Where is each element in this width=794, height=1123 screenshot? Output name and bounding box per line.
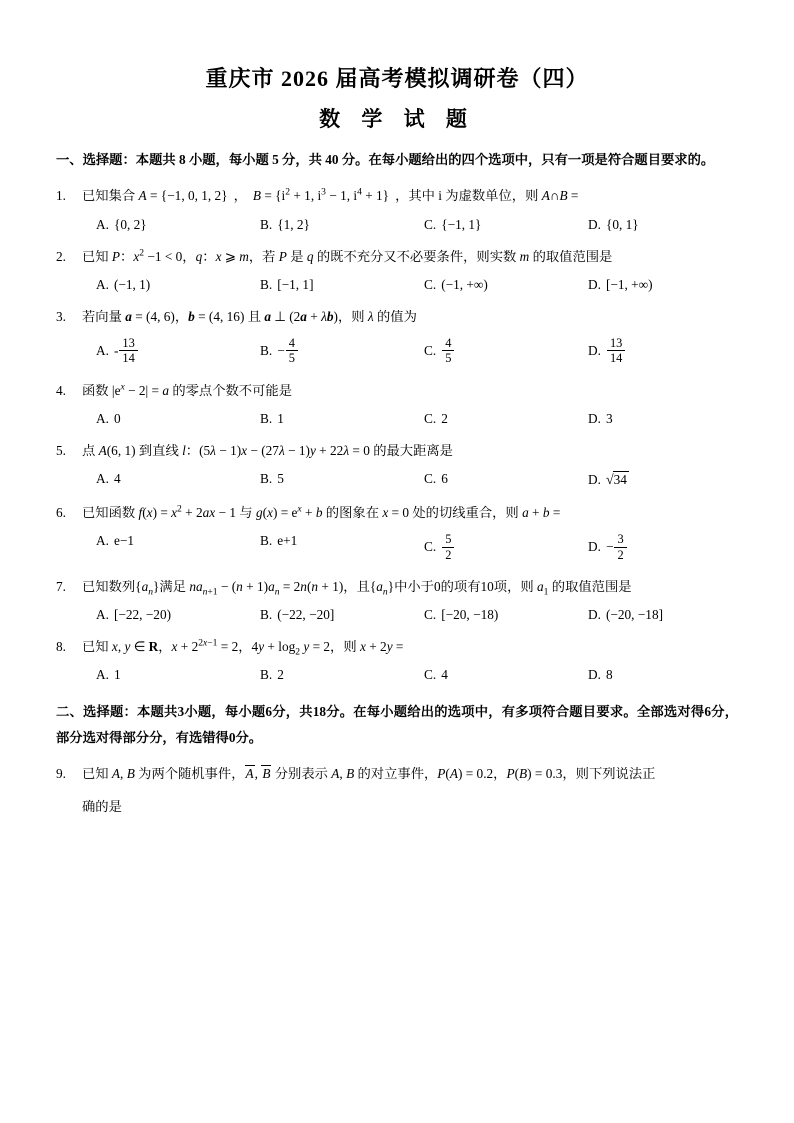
question-4-options	[82, 411, 738, 427]
question-stem: 已知集合 A = {−1, 0, 1, 2} ， $B = \{i^2 + 1$, $i^3 - 1$, $i^4 + 1$} ，其中 i 为虚数单位，则 A∩B =	[82, 186, 579, 204]
option-a[interactable]: A. [−22, −20)	[96, 607, 172, 623]
option-d[interactable]: D. [−1, +∞)	[588, 276, 653, 292]
question-number: 8.	[56, 639, 66, 655]
question-4	[56, 379, 738, 402]
question-number: 4.	[56, 382, 66, 398]
question-6-options	[82, 533, 738, 563]
option-c[interactable]: C. $\frac{5}{2}$	[410, 533, 574, 563]
option-c[interactable]: C. $\frac{4}{5}$	[410, 337, 574, 367]
option-b[interactable]: B. [−1, 1]	[260, 276, 314, 292]
question-number: 7.	[56, 578, 66, 594]
question-number: 6.	[56, 505, 66, 521]
option-d[interactable]: D. 8	[588, 667, 613, 683]
question-6	[56, 501, 738, 524]
option-c[interactable]: C. 4	[424, 667, 448, 683]
option-a[interactable]: A. 0	[96, 410, 121, 426]
option-d[interactable]: D. (−20, −18]	[588, 607, 664, 623]
question-stem: 已知 P：$x^2 -1 < 0$，q：x ⩾ m，若 P 是 q 的既不充分又不必要条件，则实数 m 的取值范围是	[82, 247, 613, 264]
question-7-options	[82, 607, 738, 623]
question-number: 2.	[56, 248, 66, 264]
option-b[interactable]: B. 1	[260, 410, 284, 426]
section-heading-2: 二、选择题：本题共3小题，每小题6分，共18分。在每小题给出的选项中，有多项符合题目要求。全部选对得6分，部分选对得部分分，有选错得0分。	[56, 704, 738, 745]
question-8	[56, 635, 738, 658]
option-a[interactable]: A. (−1, 1)	[96, 276, 151, 292]
option-d[interactable]: D. 3	[588, 410, 613, 426]
question-3-options	[82, 337, 738, 367]
option-b[interactable]: B. − $\frac{4}{5}$	[246, 337, 410, 367]
question-stem: 已知数列$\{a_n\}$满足 $na_{n+1} - (n + 1)a_n = 2n(n + 1)$，且$\{a_n\}$中小于0的项有10项，则 $a_1$ 的取值范围是	[82, 578, 632, 598]
question-3	[56, 305, 738, 328]
option-d[interactable]: D. {0, 1}	[588, 216, 639, 232]
option-b[interactable]: B. e+1	[260, 533, 298, 549]
question-7	[56, 575, 738, 598]
option-c[interactable]: C. 2	[424, 410, 448, 426]
option-c[interactable]: C. {−1, 1}	[424, 216, 482, 232]
option-a[interactable]: A. 1	[96, 667, 121, 683]
question-stem: 若向量 a = (4, 6)，b = (4, 16) 且 a ⊥ (2a + λb)，则 λ 的值为	[82, 308, 417, 324]
option-d[interactable]: D. $\frac{13}{14}$	[574, 337, 738, 367]
question-9-stem-line2: 确的是	[82, 799, 122, 815]
option-d[interactable]: D. − $\frac{3}{2}$	[574, 533, 738, 563]
option-d[interactable]: D. √34	[588, 472, 627, 489]
question-number: 3.	[56, 308, 66, 324]
question-stem: 已知 x, y ∈ R，$x + 2^{2x-1} = 2$，$4y + \log_2 y = 2$，则 x + 2y =	[82, 637, 404, 658]
option-a[interactable]: A. 4	[96, 471, 121, 487]
question-8-options	[82, 667, 738, 683]
question-5-options	[82, 471, 738, 489]
question-number: 1.	[56, 188, 66, 204]
option-b[interactable]: B. {1, 2}	[260, 216, 310, 232]
question-5	[56, 439, 738, 462]
option-b[interactable]: B. 2	[260, 667, 284, 683]
option-c[interactable]: C. 6	[424, 471, 448, 487]
question-stem: 函数 $|e^x - 2| = a$ 的零点个数不可能是	[82, 381, 292, 398]
question-number: 9.	[56, 765, 66, 781]
question-stem: 已知 A, B 为两个随机事件，A, B 分别表示 A, B 的对立事件，P(A) = 0.2，P(B) = 0.3，则下列说法正	[82, 765, 656, 781]
question-stem: 已知函数 $f(x) = x^2 + 2ax - 1$ 与 $g(x) = e^x + b$ 的图象在 x = 0 处的切线重合，则 a + b =	[82, 503, 561, 521]
option-a[interactable]: A. - $\frac{13}{14}$	[82, 337, 246, 367]
option-c[interactable]: C. (−1, +∞)	[424, 276, 488, 292]
question-2	[56, 245, 738, 268]
question-1-options	[82, 217, 738, 233]
option-b[interactable]: B. (−22, −20]	[260, 607, 335, 623]
option-a[interactable]: A. {0, 2}	[96, 216, 147, 232]
page-subtitle: 数 学 试 题	[319, 107, 475, 131]
question-stem: 点 A(6, 1) 到直线 l：(5λ − 1)x − (27λ − 1)y + 22λ = 0 的最大距离是	[82, 442, 453, 458]
option-a[interactable]: A. e−1	[96, 533, 134, 549]
page-title: 重庆市 2026 届高考模拟调研卷（四）	[205, 66, 589, 91]
question-9	[56, 762, 738, 785]
section-heading-1: 一、选择题：本题共 8 小题，每小题 5 分，共 40 分。在每小题给出的四个选项中，只有一项是符合题目要求的。	[56, 152, 715, 167]
option-c[interactable]: C. [−20, −18)	[424, 607, 499, 623]
question-1	[56, 184, 738, 207]
question-number: 5.	[56, 442, 66, 458]
option-b[interactable]: B. 5	[260, 471, 284, 487]
question-2-options	[82, 277, 738, 293]
